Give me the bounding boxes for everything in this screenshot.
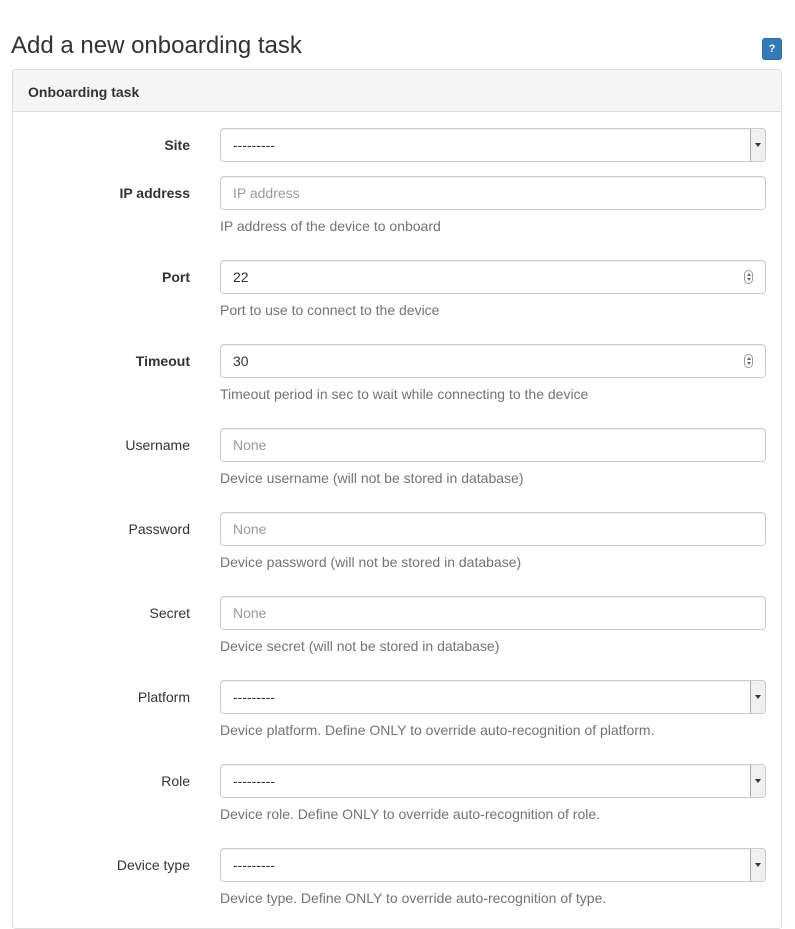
platform-selected-value: --------- bbox=[233, 689, 275, 705]
role-selected-value: --------- bbox=[233, 773, 275, 789]
timeout-label: Timeout bbox=[135, 353, 190, 369]
username-row bbox=[13, 428, 783, 498]
password-field bbox=[220, 512, 766, 546]
username-label: Username bbox=[125, 437, 190, 453]
password-help: Device password (will not be stored in database) bbox=[220, 554, 522, 570]
port-field[interactable] bbox=[220, 260, 766, 294]
site-label: Site bbox=[164, 137, 190, 153]
page-title: Add a new onboarding task bbox=[11, 32, 302, 59]
secret-help: Device secret (will not be stored in database) bbox=[220, 638, 500, 654]
ip-address-input[interactable] bbox=[221, 177, 765, 209]
password-label: Password bbox=[128, 521, 190, 537]
panel-heading bbox=[13, 70, 781, 112]
timeout-value: 30 bbox=[233, 353, 249, 369]
device-type-help: Device type. Define ONLY to override auto-recognition of type. bbox=[220, 890, 607, 906]
port-help: Port to use to connect to the device bbox=[220, 302, 440, 318]
platform-label: Platform bbox=[137, 689, 190, 705]
role-help: Device role. Define ONLY to override auto-recognition of role. bbox=[220, 806, 601, 822]
platform-select[interactable] bbox=[220, 680, 766, 714]
port-value: 22 bbox=[233, 269, 249, 285]
timeout-field[interactable] bbox=[220, 344, 766, 378]
password-input[interactable] bbox=[221, 513, 765, 545]
onboarding-task-panel bbox=[12, 69, 782, 929]
stepper-icon[interactable] bbox=[744, 354, 753, 368]
ip-address-help: IP address of the device to onboard bbox=[220, 218, 441, 234]
secret-input[interactable] bbox=[221, 597, 765, 629]
timeout-help: Timeout period in sec to wait while connecting to the device bbox=[220, 386, 589, 402]
chevron-down-icon[interactable] bbox=[750, 765, 765, 797]
role-select[interactable] bbox=[220, 764, 766, 798]
site-select[interactable] bbox=[220, 128, 766, 162]
ip-address-row bbox=[13, 176, 783, 246]
role-row bbox=[13, 764, 783, 834]
secret-label: Secret bbox=[149, 605, 190, 621]
secret-field bbox=[220, 596, 766, 630]
platform-help: Device platform. Define ONLY to override auto-recognition of platform. bbox=[220, 722, 655, 738]
ip-address-field bbox=[220, 176, 766, 210]
platform-row bbox=[13, 680, 783, 750]
role-label: Role bbox=[161, 773, 190, 789]
secret-row bbox=[13, 596, 783, 666]
chevron-down-icon[interactable] bbox=[750, 849, 765, 881]
username-help: Device username (will not be stored in database) bbox=[220, 470, 524, 486]
password-row bbox=[13, 512, 783, 582]
username-input[interactable] bbox=[221, 429, 765, 461]
device-type-select[interactable] bbox=[220, 848, 766, 882]
device-type-selected-value: --------- bbox=[233, 857, 275, 873]
chevron-down-icon[interactable] bbox=[750, 129, 765, 161]
username-field bbox=[220, 428, 766, 462]
ip-address-label: IP address bbox=[119, 185, 190, 201]
timeout-row bbox=[13, 344, 783, 414]
chevron-down-icon[interactable] bbox=[750, 681, 765, 713]
help-button[interactable]: ? bbox=[762, 38, 782, 60]
port-label: Port bbox=[162, 269, 190, 285]
device-type-label: Device type bbox=[116, 857, 190, 873]
panel-title: Onboarding task bbox=[28, 84, 140, 100]
port-row bbox=[13, 260, 783, 330]
device-type-row bbox=[13, 848, 783, 918]
stepper-icon[interactable] bbox=[744, 270, 753, 284]
site-selected-value: --------- bbox=[233, 137, 275, 153]
